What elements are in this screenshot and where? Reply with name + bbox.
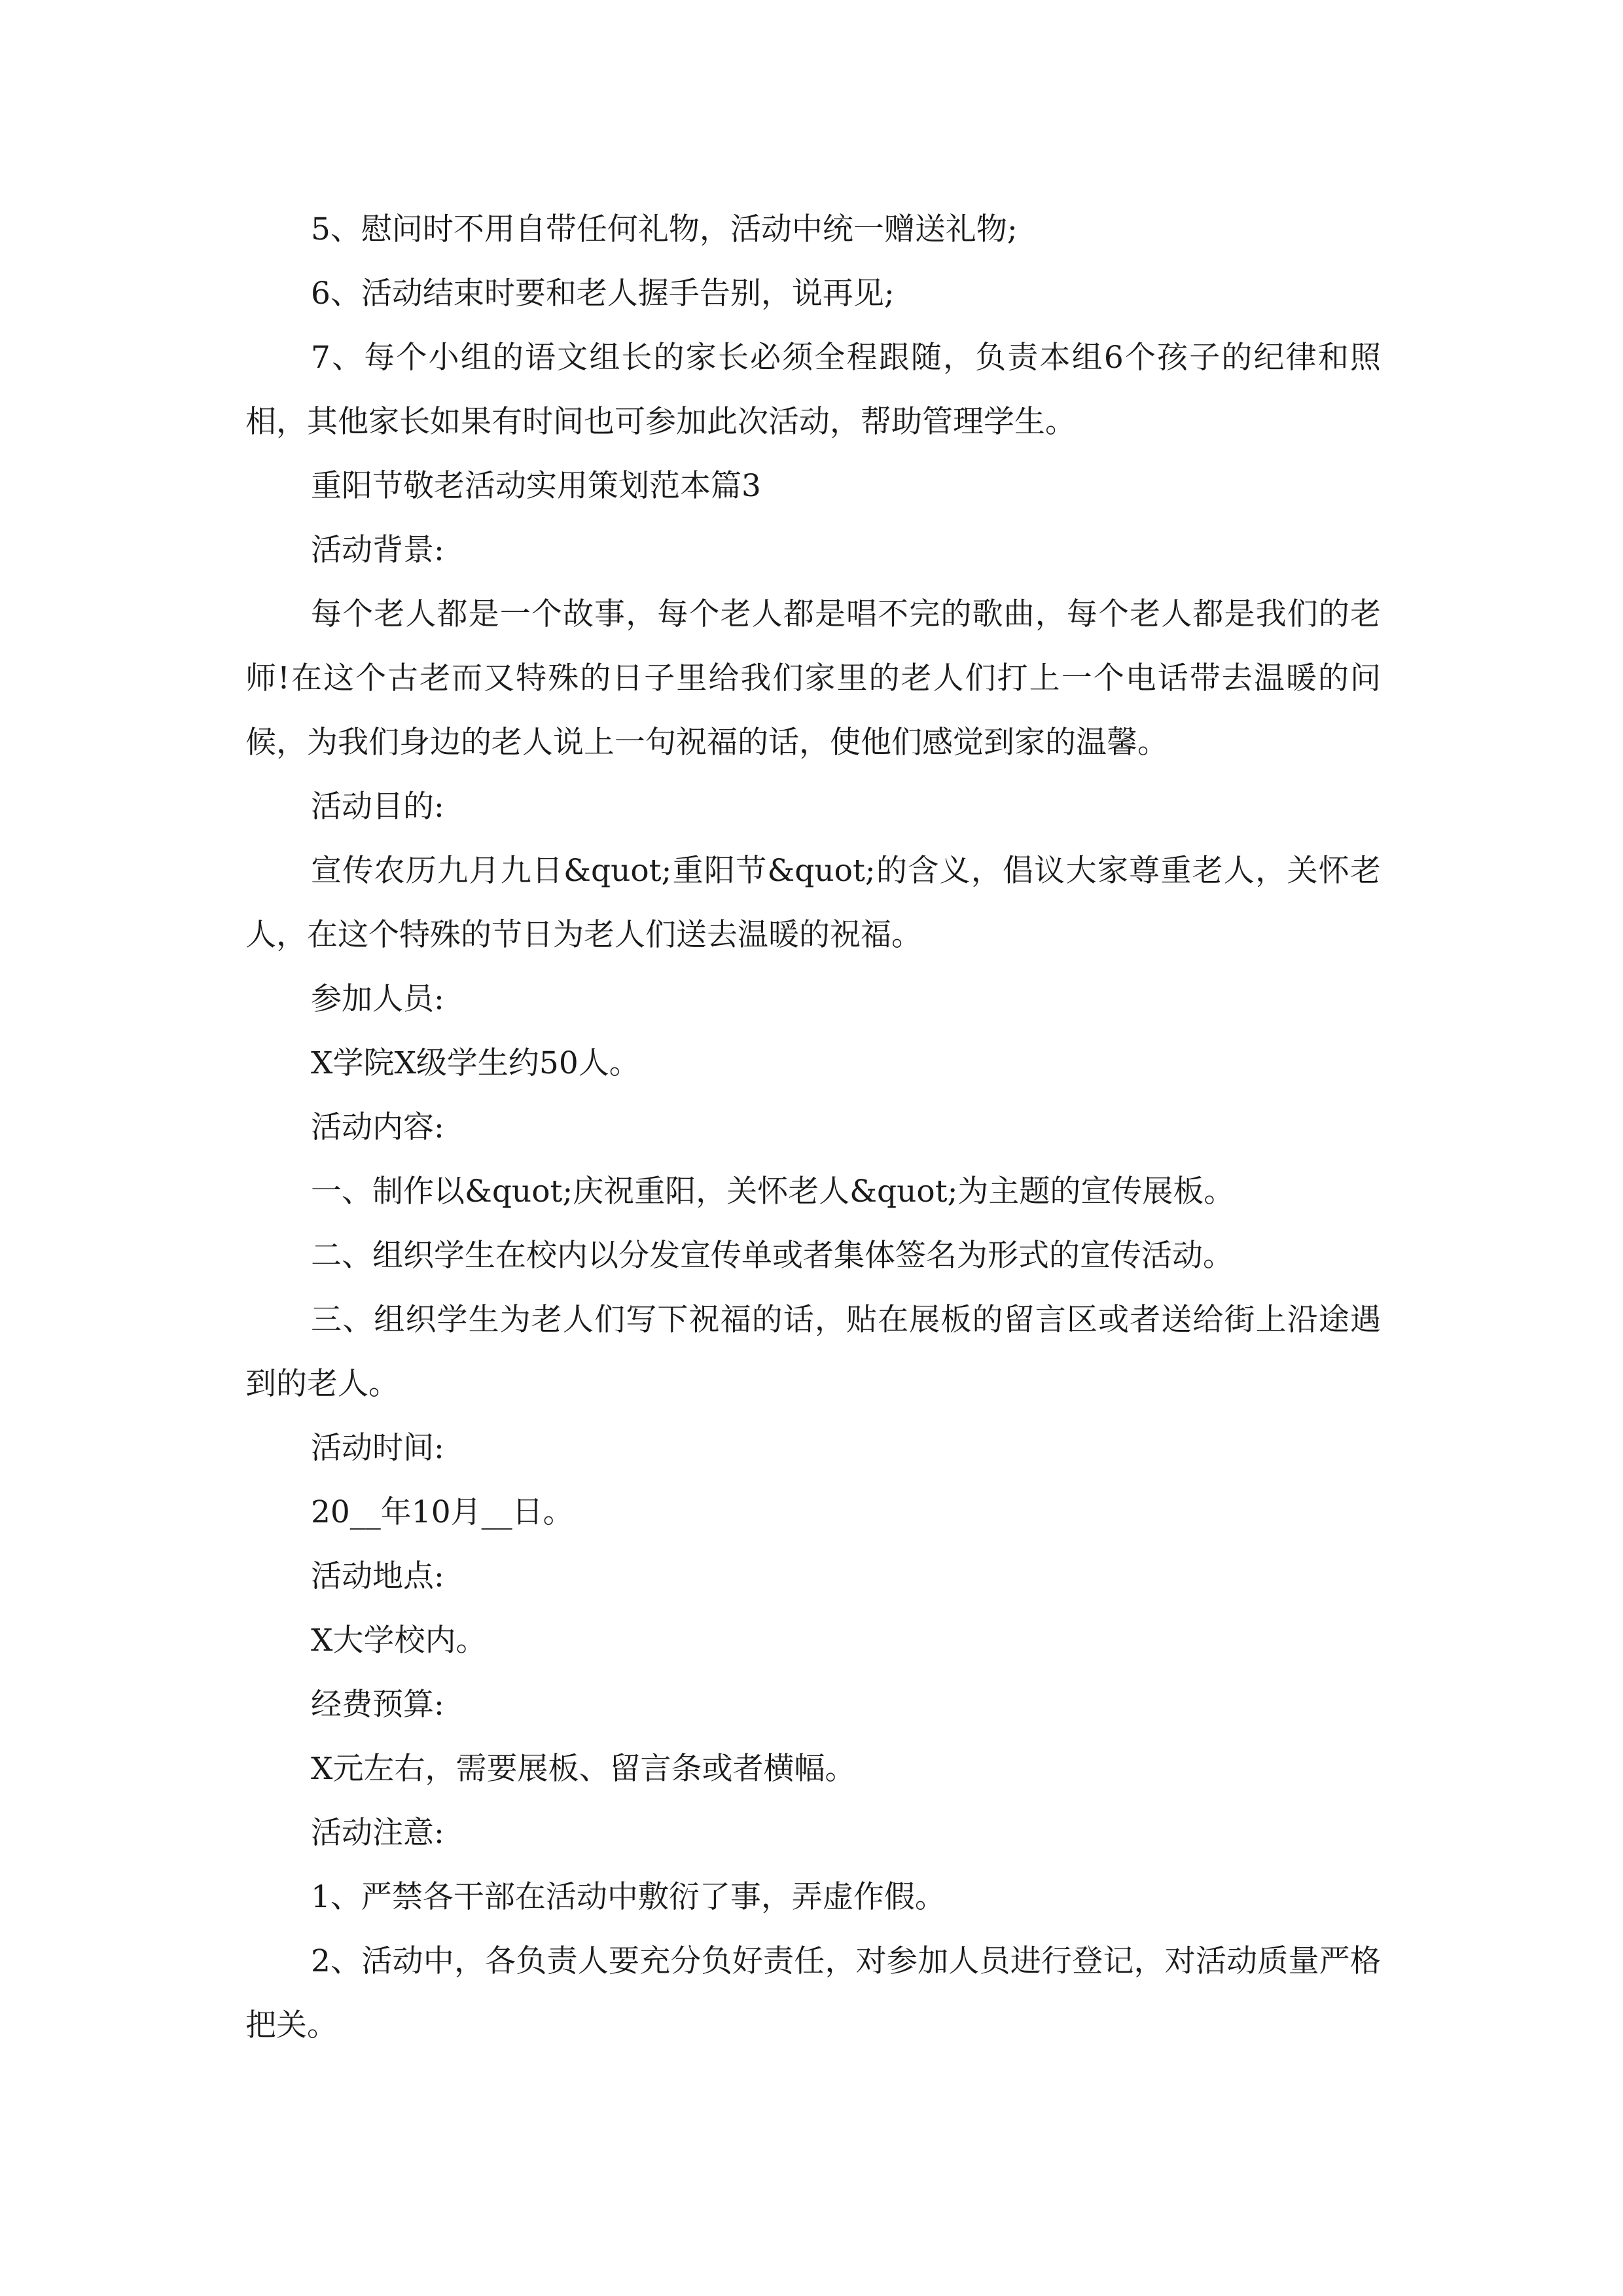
paragraph-location: X大学校内。	[311, 1623, 487, 1659]
section-title: 重阳节敬老活动实用策划范本篇3	[311, 468, 761, 504]
paragraph-purpose: 宣传农历九月九日&quot;重阳节&quot;的含义，倡议大家尊重老人，关怀老人，在这个特殊的节日为老人们送去温暖的祝福。	[245, 853, 1381, 953]
paragraph-background: 每个老人都是一个故事，每个老人都是唱不完的歌曲，每个老人都是我们的老师!在这个古老而又特殊的日子里给我们家里的老人们打上一个电话带去温暖的问候，为我们身边的老人说上一句祝福的话，使他们感觉到家的温馨。	[245, 596, 1381, 761]
heading-background: 活动背景:	[311, 532, 444, 568]
paragraph-item-7-parents: 7、每个小组的语文组长的家长必须全程跟随，负责本组6个孩子的纪律和照相，其他家长如果有时间也可参加此次活动，帮助管理学生。	[245, 340, 1381, 440]
heading-budget: 经费预算:	[311, 1687, 444, 1723]
heading-location: 活动地点:	[311, 1558, 444, 1594]
heading-purpose: 活动目的:	[311, 789, 444, 825]
content-item-3: 三、组织学生为老人们写下祝福的话，贴在展板的留言区或者送给街上沿途遇到的老人。	[245, 1302, 1381, 1402]
heading-content: 活动内容:	[311, 1109, 444, 1145]
notes-item-1: 1、严禁各干部在活动中敷衍了事，弄虚作假。	[311, 1879, 946, 1915]
paragraph-budget: X元左右，需要展板、留言条或者横幅。	[311, 1751, 856, 1787]
notes-item-2: 2、活动中，各负责人要充分负好责任，对参加人员进行登记，对活动质量严格把关。	[245, 1943, 1381, 2043]
content-item-1: 一、制作以&quot;庆祝重阳，关怀老人&quot;为主题的宣传展板。	[311, 1174, 1235, 1210]
paragraph-item-6-farewell: 6、活动结束时要和老人握手告别，说再见;	[311, 276, 895, 312]
paragraph-item-5-gifts: 5、慰问时不用自带任何礼物，活动中统一赠送礼物;	[311, 211, 1018, 247]
document-body	[245, 198, 1381, 2058]
paragraph-participants: X学院X级学生约50人。	[311, 1045, 640, 1081]
heading-notes: 活动注意:	[311, 1815, 444, 1851]
content-item-2: 二、组织学生在校内以分发宣传单或者集体签名为形式的宣传活动。	[311, 1238, 1234, 1274]
heading-time: 活动时间:	[311, 1430, 444, 1466]
paragraph-time: 20__年10月__日。	[311, 1494, 574, 1530]
heading-participants: 参加人员:	[311, 981, 444, 1017]
